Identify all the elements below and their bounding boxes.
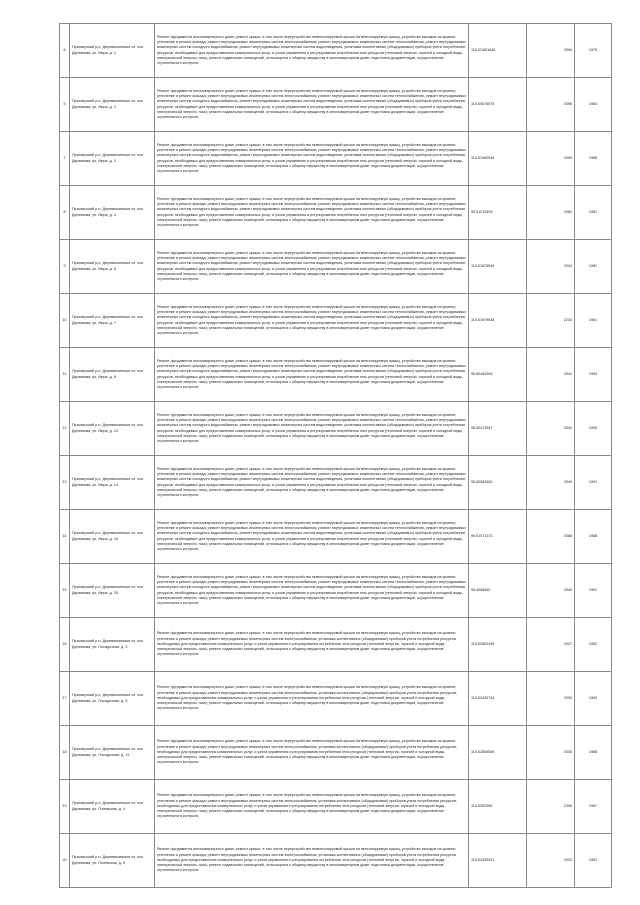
table-row <box>60 834 612 888</box>
row-year: 1990 <box>575 402 612 456</box>
row-number: 10 <box>60 294 70 348</box>
row-works: Ремонт фундамента многоквартирного дома; ремонт крыши, в том числе переустройство невентилируемой крыши на вентилируемую крышу, устройство выходов на кровлю; утепление и ремонт фасада; ремонт внутридомовых инженерных систем электроснабжения, ремонт внутридомовых инженерных систем теплоснабжения, ремонт внутридомовых инженерных систем холодного водоснабжения, ремонт внутридомовых инженерных систем водоотведения; установка коллективных (общедомовых) приборов учета потребления ресурсов, необходимых для предоставления коммунальных услуг, и узлов управления и регулирования потребления этих ресурсов (тепловой энергии, горячей и холодной воды, электрической энергии, газа); ремонт подвальных помещений, относящихся к общему имуществу в многоквартирном доме; подготовка документации, осуществление строительного контроля <box>155 456 469 510</box>
row-address: Приозерский р-н, Деревянкинское сп, пос. Деревянка, ул. Полевская, д. 5 <box>70 834 155 888</box>
row-year: 1963 <box>575 834 612 888</box>
row-address: Приозерский р-н, Деревянкинское сп, пос. Деревянка, ул. Мира, д. 5 <box>70 240 155 294</box>
table-row <box>60 348 612 402</box>
row-address: Приозерский р-н, Деревянкинское сп, пос. Деревянка, ул. Полевская, д. 4 <box>70 780 155 834</box>
row-cadastral-value: 115.3/1891648 <box>469 24 527 78</box>
row-cadastral-value: 95.4068840 <box>469 564 527 618</box>
row-area: 2540 <box>527 402 575 456</box>
table-row <box>60 186 612 240</box>
row-address: Приозерский р-н, Деревянкинское сп, пос. Деревянка, ул. Мира, д. 4 <box>70 186 155 240</box>
row-number: 18 <box>60 726 70 780</box>
row-number: 17 <box>60 672 70 726</box>
row-number: 15 <box>60 564 70 618</box>
row-number: 19 <box>60 780 70 834</box>
row-number: 13 <box>60 456 70 510</box>
row-cadastral-value: 95.50473547 <box>469 402 527 456</box>
row-number: 14 <box>60 510 70 564</box>
row-year: 1962 <box>575 618 612 672</box>
row-works: Ремонт фундамента многоквартирного дома; ремонт крыши, в том числе переустройство невентилируемой крыши на вентилируемую крышу, устройство выходов на кровлю; утепление и ремонт фасада; ремонт внутридомовых инженерных систем электроснабжения; установка коллективных (общедомовых) приборов учета потребления ресурсов, необходимых для предоставления коммунальных услуг, и узлов управления и регулирования потребления этих ресурсов (тепловой энергии, горячей и холодной воды, электрической энергии, газа); ремонт подвальных помещений, относящихся к общему имуществу в многоквартирном доме; подготовка документации, осуществление строительного контроля <box>155 834 469 888</box>
row-year: 1988 <box>575 510 612 564</box>
row-works: Ремонт фундамента многоквартирного дома; ремонт крыши, в том числе переустройство невентилируемой крыши на вентилируемую крышу, устройство выходов на кровлю; утепление и ремонт фасада; ремонт внутридомовых инженерных систем электроснабжения; установка коллективных (общедомовых) приборов учета потребления ресурсов, необходимых для предоставления коммунальных услуг, и узлов управления и регулирования потребления этих ресурсов (тепловой энергии, горячей и холодной воды, электрической энергии, газа); ремонт подвальных помещений, относящихся к общему имуществу в многоквартирном доме; подготовка документации, осуществление строительного контроля <box>155 780 469 834</box>
row-area: 2034 <box>527 240 575 294</box>
table-row <box>60 132 612 186</box>
row-year: 1975 <box>575 24 612 78</box>
row-cadastral-value: 115.5352056 <box>469 780 527 834</box>
row-year: 1967 <box>575 780 612 834</box>
row-cadastral-value: 95.51071373 <box>469 510 527 564</box>
table-row <box>60 726 612 780</box>
row-cadastral-value: 115.52806569 <box>469 726 527 780</box>
row-address: Приозерский р-н, Деревянкинское сп, пос. Деревянка, ул. Мира, д. 3 <box>70 132 155 186</box>
row-number: 8 <box>60 186 70 240</box>
row-address: Приозерский р-н, Деревянкинское сп, пос. Деревянка, ул. Мира, д. 10 <box>70 402 155 456</box>
row-cadastral-value: 115.53435734 <box>469 672 527 726</box>
row-year: 1981 <box>575 186 612 240</box>
row-area: 2027 <box>527 618 575 672</box>
row-area: 2023 <box>527 834 575 888</box>
table-row <box>60 78 612 132</box>
row-area: 2088 <box>527 510 575 564</box>
row-address: Приозерский р-н, Деревянкинское сп, пос. Деревянка, ул. Мира, д. 2 <box>70 78 155 132</box>
row-works: Ремонт фундамента многоквартирного дома; ремонт крыши, в том числе переустройство невентилируемой крыши на вентилируемую крышу, устройство выходов на кровлю; утепление и ремонт фасада; ремонт внутридомовых инженерных систем электроснабжения, ремонт внутридомовых инженерных систем теплоснабжения, ремонт внутридомовых инженерных систем холодного водоснабжения, ремонт внутридомовых инженерных систем водоотведения; установка коллективных (общедомовых) приборов учета потребления ресурсов, необходимых для предоставления коммунальных услуг, и узлов управления и регулирования потребления этих ресурсов (тепловой энергии, горячей и холодной воды, электрической энергии, газа); ремонт подвальных помещений, относящихся к общему имуществу в многоквартирном доме; подготовка документации, осуществление строительного контроля <box>155 294 469 348</box>
row-year: 1981 <box>575 294 612 348</box>
row-number: 5 <box>60 78 70 132</box>
row-works: Ремонт фундамента многоквартирного дома; ремонт крыши, в том числе переустройство невентилируемой крыши на вентилируемую крышу, устройство выходов на кровлю; утепление и ремонт фасада; ремонт внутридомовых инженерных систем электроснабжения; установка коллективных (общедомовых) приборов учета потребления ресурсов, необходимых для предоставления коммунальных услуг, и узлов управления и регулирования потребления этих ресурсов (тепловой энергии, горячей и холодной воды, электрической энергии, газа); ремонт подвальных помещений, относящихся к общему имуществу в многоквартирном доме; подготовка документации, осуществление строительного контроля <box>155 726 469 780</box>
housing-repair-register-table <box>59 23 612 888</box>
row-cadastral-value: 115.54339201 <box>469 834 527 888</box>
row-cadastral-value: 95.50465394 <box>469 348 527 402</box>
row-works: Ремонт фундамента многоквартирного дома; ремонт крыши, в том числе переустройство невентилируемой крыши на вентилируемую крышу, устройство выходов на кровлю; утепление и ремонт фасада; ремонт внутридомовых инженерных систем электроснабжения, ремонт внутридомовых инженерных систем теплоснабжения, ремонт внутридомовых инженерных систем холодного водоснабжения, ремонт внутридомовых инженерных систем водоотведения; установка коллективных (общедомовых) приборов учета потребления ресурсов, необходимых для предоставления коммунальных услуг, и узлов управления и регулирования потребления этих ресурсов (тепловой энергии, горячей и холодной воды, электрической энергии, газа); ремонт подвальных помещений, относящихся к общему имуществу в многоквартирном доме; подготовка документации, осуществление строительного контроля <box>155 564 469 618</box>
row-number: 12 <box>60 402 70 456</box>
row-cadastral-value: 115.51980548 <box>469 132 527 186</box>
row-area: 2541 <box>527 348 575 402</box>
table-row <box>60 24 612 78</box>
row-works: Ремонт фундамента многоквартирного дома; ремонт крыши, в том числе переустройство невентилируемой крыши на вентилируемую крышу, устройство выходов на кровлю; утепление и ремонт фасада; ремонт внутридомовых инженерных систем электроснабжения, ремонт внутридомовых инженерных систем теплоснабжения, ремонт внутридомовых инженерных систем холодного водоснабжения, ремонт внутридомовых инженерных систем водоотведения; установка коллективных (общедомовых) приборов учета потребления ресурсов, необходимых для предоставления коммунальных услуг, и узлов управления и регулирования потребления этих ресурсов (тепловой энергии, горячей и холодной воды, электрической энергии, газа); ремонт подвальных помещений, относящихся к общему имуществу в многоквартирном доме; подготовка документации, осуществление строительного контроля <box>155 402 469 456</box>
row-address: Приозерский р-н, Деревянкинское сп, пос. Деревянка, ул. Мира, д. 8 <box>70 348 155 402</box>
row-year: 1994 <box>575 348 612 402</box>
row-address: Приозерский р-н, Деревянкинское сп, пос. Деревянка, ул. Мира, д. 16 <box>70 510 155 564</box>
row-works: Ремонт фундамента многоквартирного дома; ремонт крыши, в том числе переустройство невентилируемой крыши на вентилируемую крышу, устройство выходов на кровлю; утепление и ремонт фасада; ремонт внутридомовых инженерных систем электроснабжения, ремонт внутридомовых инженерных систем теплоснабжения, ремонт внутридомовых инженерных систем холодного водоснабжения, ремонт внутридомовых инженерных систем водоотведения; установка коллективных (общедомовых) приборов учета потребления ресурсов, необходимых для предоставления коммунальных услуг, и узлов управления и регулирования потребления этих ресурсов (тепловой энергии, горячей и холодной воды, электрической энергии, газа); ремонт подвальных помещений, относящихся к общему имуществу в многоквартирном доме; подготовка документации, осуществление строительного контроля <box>155 132 469 186</box>
row-number: 11 <box>60 348 70 402</box>
row-works: Ремонт фундамента многоквартирного дома; ремонт крыши, в том числе переустройство невентилируемой крыши на вентилируемую крышу, устройство выходов на кровлю; утепление и ремонт фасада; ремонт внутридомовых инженерных систем электроснабжения, ремонт внутридомовых инженерных систем теплоснабжения, ремонт внутридомовых инженерных систем холодного водоснабжения, ремонт внутридомовых инженерных систем водоотведения; установка коллективных (общедомовых) приборов учета потребления ресурсов, необходимых для предоставления коммунальных услуг, и узлов управления и регулирования потребления этих ресурсов (тепловой энергии, горячей и холодной воды, электрической энергии, газа); ремонт подвальных помещений, относящихся к общему имуществу в многоквартирном доме; подготовка документации, осуществление строительного контроля <box>155 348 469 402</box>
table-row <box>60 456 612 510</box>
row-cadastral-value: 115.51676549 <box>469 240 527 294</box>
table-row <box>60 618 612 672</box>
row-works: Ремонт фундамента многоквартирного дома; ремонт крыши, в том числе переустройство невентилируемой крыши на вентилируемую крышу, устройство выходов на кровлю; утепление и ремонт фасада; ремонт внутридомовых инженерных систем электроснабжения, ремонт внутридомовых инженерных систем теплоснабжения, ремонт внутридомовых инженерных систем холодного водоснабжения, ремонт внутридомовых инженерных систем водоотведения; установка коллективных (общедомовых) приборов учета потребления ресурсов, необходимых для предоставления коммунальных услуг, и узлов управления и регулирования потребления этих ресурсов (тепловой энергии, горячей и холодной воды, электрической энергии, газа); ремонт подвальных помещений, относящихся к общему имуществу в многоквартирном доме; подготовка документации, осуществление строительного контроля <box>155 186 469 240</box>
table-row <box>60 672 612 726</box>
row-number: 6 <box>60 24 70 78</box>
row-address: Приозерский р-н, Деревянкинское сп, пос. Деревянка, ул. Посадочная, д. 3 <box>70 618 155 672</box>
row-area: 2540 <box>527 456 575 510</box>
row-year: 1981 <box>575 240 612 294</box>
table-row <box>60 294 612 348</box>
row-cadastral-value: 115.50676575 <box>469 78 527 132</box>
row-address: Приозерский р-н, Деревянкинское сп, пос. Деревянка, ул. Мира, д. 7 <box>70 294 155 348</box>
row-area: 2594 <box>527 24 575 78</box>
row-address: Приозерский р-н, Деревянкинское сп, пос. Деревянка, ул. Мира, д. 14 <box>70 456 155 510</box>
row-area: 2095 <box>527 132 575 186</box>
row-cadastral-value: 115.52804495 <box>469 618 527 672</box>
row-number: 16 <box>60 618 70 672</box>
row-area: 2308 <box>527 780 575 834</box>
row-address: Приозерский р-н, Деревянкинское сп, пос. Деревянка, ул. Посадочная, д. 5 <box>70 672 155 726</box>
row-works: Ремонт фундамента многоквартирного дома; ремонт крыши, в том числе переустройство невентилируемой крыши на вентилируемую крышу, устройство выходов на кровлю; утепление и ремонт фасада; ремонт внутридомовых инженерных систем электроснабжения; установка коллективных (общедомовых) приборов учета потребления ресурсов, необходимых для предоставления коммунальных услуг, и узлов управления и регулирования потребления этих ресурсов (тепловой энергии, горячей и холодной воды, электрической энергии, газа); ремонт подвальных помещений, относящихся к общему имуществу в многоквартирном доме; подготовка документации, осуществление строительного контроля <box>155 618 469 672</box>
row-cadastral-value: 95.50589182 <box>469 456 527 510</box>
row-area: 2540 <box>527 564 575 618</box>
row-number: 20 <box>60 834 70 888</box>
row-works: Ремонт фундамента многоквартирного дома; ремонт крыши, в том числе переустройство невентилируемой крыши на вентилируемую крышу, устройство выходов на кровлю; утепление и ремонт фасада; ремонт внутридомовых инженерных систем электроснабжения, ремонт внутридомовых инженерных систем теплоснабжения, ремонт внутридомовых инженерных систем холодного водоснабжения, ремонт внутридомовых инженерных систем водоотведения; установка коллективных (общедомовых) приборов учета потребления ресурсов, необходимых для предоставления коммунальных услуг, и узлов управления и регулирования потребления этих ресурсов (тепловой энергии, горячей и холодной воды, электрической энергии, газа); ремонт подвальных помещений, относящихся к общему имуществу в многоквартирном доме; подготовка документации, осуществление строительного контроля <box>155 78 469 132</box>
row-number: 7 <box>60 132 70 186</box>
row-number: 9 <box>60 240 70 294</box>
row-address: Приозерский р-н, Деревянкинское сп, пос. Деревянка, ул. Мира, д. 20 <box>70 564 155 618</box>
row-address: Приозерский р-н, Деревянкинское сп, пос. Деревянка, ул. Посадочная, д. 11 <box>70 726 155 780</box>
table-row <box>60 510 612 564</box>
row-address: Приозерский р-н, Деревянкинское сп, пос. Деревянка, ул. Мира, д. 1 <box>70 24 155 78</box>
row-works: Ремонт фундамента многоквартирного дома; ремонт крыши, в том числе переустройство невентилируемой крыши на вентилируемую крышу, устройство выходов на кровлю; утепление и ремонт фасада; ремонт внутридомовых инженерных систем электроснабжения, ремонт внутридомовых инженерных систем теплоснабжения, ремонт внутридомовых инженерных систем холодного водоснабжения, ремонт внутридомовых инженерных систем водоотведения; установка коллективных (общедомовых) приборов учета потребления ресурсов, необходимых для предоставления коммунальных услуг, и узлов управления и регулирования потребления этих ресурсов (тепловой энергии, горячей и холодной воды, электрической энергии, газа); ремонт подвальных помещений, относящихся к общему имуществу в многоквартирном доме; подготовка документации, осуществление строительного контроля <box>155 24 469 78</box>
row-year: 1968 <box>575 726 612 780</box>
row-year: 1991 <box>575 564 612 618</box>
row-year: 1963 <box>575 672 612 726</box>
table-row <box>60 402 612 456</box>
row-area: 2035 <box>527 726 575 780</box>
row-cadastral-value: 95.51076405 <box>469 186 527 240</box>
row-year: 1984 <box>575 78 612 132</box>
row-cadastral-value: 115.51979548 <box>469 294 527 348</box>
table-row <box>60 780 612 834</box>
row-area: 2030 <box>527 672 575 726</box>
row-area: 2234 <box>527 294 575 348</box>
row-year: 1991 <box>575 456 612 510</box>
row-works: Ремонт фундамента многоквартирного дома; ремонт крыши, в том числе переустройство невентилируемой крыши на вентилируемую крышу, устройство выходов на кровлю; утепление и ремонт фасада; ремонт внутридомовых инженерных систем электроснабжения; установка коллективных (общедомовых) приборов учета потребления ресурсов, необходимых для предоставления коммунальных услуг, и узлов управления и регулирования потребления этих ресурсов (тепловой энергии, горячей и холодной воды, электрической энергии, газа); ремонт подвальных помещений, относящихся к общему имуществу в многоквартирном доме; подготовка документации, осуществление строительного контроля <box>155 672 469 726</box>
row-area: 2096 <box>527 78 575 132</box>
row-works: Ремонт фундамента многоквартирного дома; ремонт крыши, в том числе переустройство невентилируемой крыши на вентилируемую крышу, устройство выходов на кровлю; утепление и ремонт фасада; ремонт внутридомовых инженерных систем электроснабжения, ремонт внутридомовых инженерных систем теплоснабжения, ремонт внутридомовых инженерных систем холодного водоснабжения, ремонт внутридомовых инженерных систем водоотведения; установка коллективных (общедомовых) приборов учета потребления ресурсов, необходимых для предоставления коммунальных услуг, и узлов управления и регулирования потребления этих ресурсов (тепловой энергии, горячей и холодной воды, электрической энергии, газа); ремонт подвальных помещений, относящихся к общему имуществу в многоквартирном доме; подготовка документации, осуществление строительного контроля <box>155 510 469 564</box>
table-row <box>60 240 612 294</box>
table-row <box>60 564 612 618</box>
row-year: 1985 <box>575 132 612 186</box>
row-area: 2084 <box>527 186 575 240</box>
row-works: Ремонт фундамента многоквартирного дома; ремонт крыши, в том числе переустройство невентилируемой крыши на вентилируемую крышу, устройство выходов на кровлю; утепление и ремонт фасада; ремонт внутридомовых инженерных систем электроснабжения, ремонт внутридомовых инженерных систем теплоснабжения, ремонт внутридомовых инженерных систем холодного водоснабжения, ремонт внутридомовых инженерных систем водоотведения; установка коллективных (общедомовых) приборов учета потребления ресурсов, необходимых для предоставления коммунальных услуг, и узлов управления и регулирования потребления этих ресурсов (тепловой энергии, горячей и холодной воды, электрической энергии, газа); ремонт подвальных помещений, относящихся к общему имуществу в многоквартирном доме; подготовка документации, осуществление строительного контроля <box>155 240 469 294</box>
